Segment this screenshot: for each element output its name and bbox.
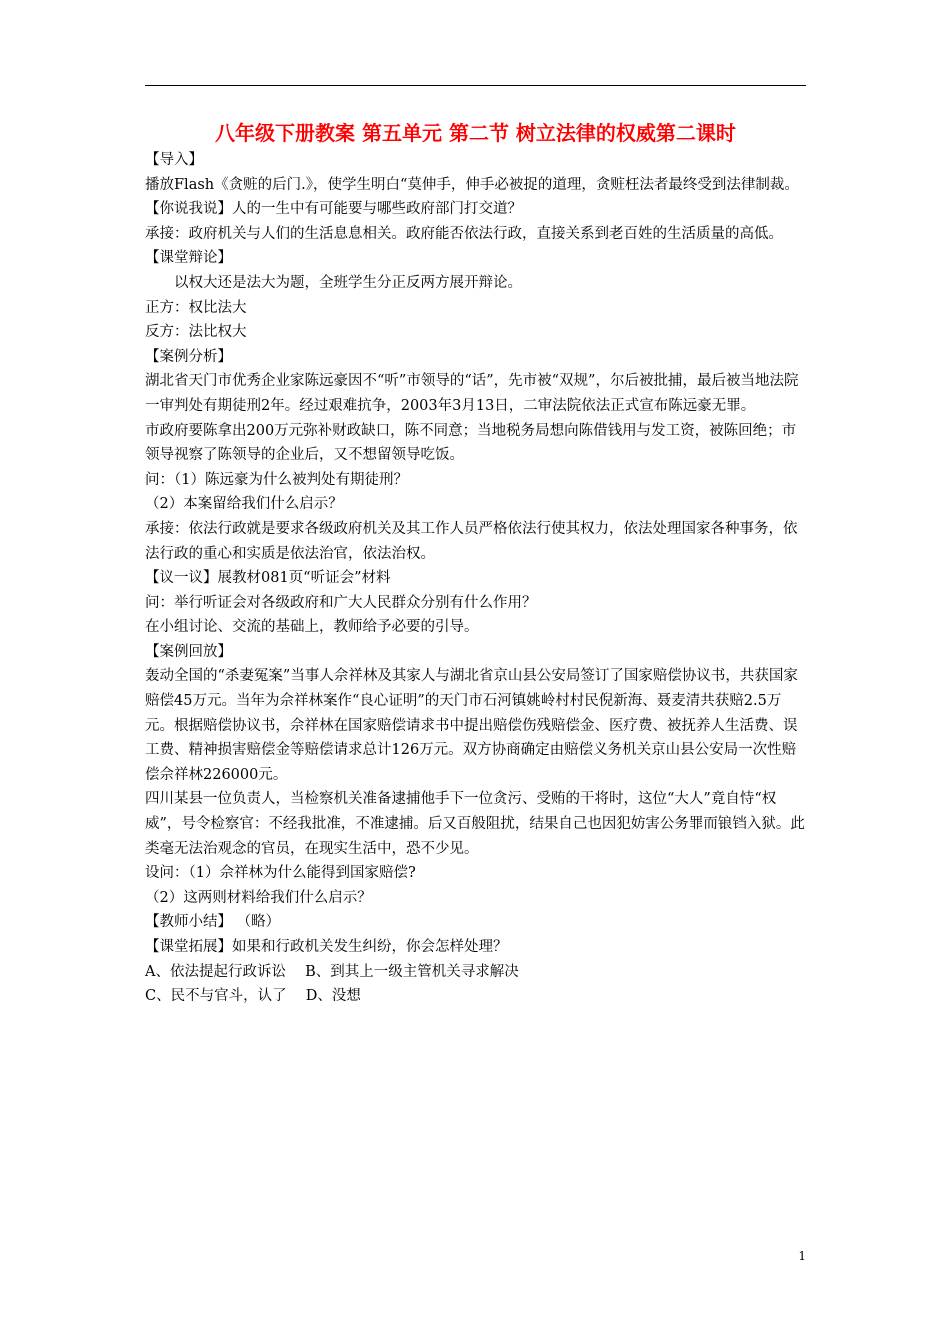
paragraph: 在小组讨论、交流的基础上，教师给予必要的引导。 xyxy=(145,619,479,636)
section-heading-case-analysis: 【案例分析】 xyxy=(145,348,232,365)
paragraph: 承接：政府机关与人们的生活息息相关。政府能否依法行政，直接关系到老百姓的生活质量的高低。 xyxy=(145,225,783,242)
section-heading-discussion: 【你说我说】人的一生中有可能要与哪些政府部门打交道？ xyxy=(145,201,522,218)
section-heading-case-review: 【案例回放】 xyxy=(145,643,232,660)
paragraph: 播放Flash《贪赃的后门.》，使学生明白“莫伸手，伸手必被捉的道理，贪赃枉法者最终受到法律制裁。 xyxy=(145,176,799,193)
question: （2）本案留给我们什么启示？ xyxy=(145,496,343,513)
section-heading-discuss: 【议一议】展教材081页“听证会”材料 xyxy=(145,570,391,587)
page-number: 1 xyxy=(798,1249,806,1263)
document-body xyxy=(145,148,809,1009)
question: 设问：（1）佘祥林为什么能得到国家赔偿? xyxy=(145,865,416,882)
section-heading-debate: 【课堂辩论】 xyxy=(145,250,232,267)
answer-option-row: C、民不与官斗，认了 D、没想 xyxy=(145,988,361,1005)
paragraph: 市政府要陈拿出200万元弥补财政缺口，陈不同意；当地税务局想向陈借钱用与发工资，被陈回绝；市领导视察了陈领导的企业后，又不想留领导吃饭。 xyxy=(145,422,797,464)
section-heading-intro: 【导入】 xyxy=(145,152,203,168)
paragraph: 反方：法比权大 xyxy=(145,324,247,341)
paragraph: 轰动全国的“杀妻冤案”当事人佘祥林及其家人与湖北省京山县公安局签订了国家赔偿协议书，共获国家赔偿45万元。当年为佘祥林案作“良心证明”的天门市石河镇姚岭村村民倪新海、聂麦清共获赔2.5万元。根据赔偿协议书，佘祥林在国家赔偿请求书中提出赔偿伤残赔偿金、医疗费、被抚养人生活费、误工费、精神损害赔偿金等赔偿请求总计126万元。双方协商确定由赔偿义务机关京山县公安局一次性赔偿佘祥林226000元。 xyxy=(145,668,798,783)
answer-option-row: A、依法提起行政诉讼 B、到其上一级主管机关寻求解决 xyxy=(145,963,519,980)
header-rule xyxy=(145,85,806,86)
question: 问：举行听证会对各级政府和广大人民群众分别有什么作用？ xyxy=(145,594,537,611)
document-title: 八年级下册教案 第五单元 第二节 树立法律的权威第二课时 xyxy=(215,121,736,145)
paragraph: 以权大还是法大为题，全班学生分正反两方展开辩论。 xyxy=(174,274,522,291)
section-heading-extension: 【课堂拓展】如果和行政机关发生纠纷，你会怎样处理？ xyxy=(145,939,508,955)
question: 问：（1）陈远豪为什么被判处有期徒刑？ xyxy=(145,471,408,488)
section-heading-summary: 【教师小结】 （略） xyxy=(145,914,281,931)
question: （2）这两则材料给我们什么启示？ xyxy=(145,889,372,906)
paragraph: 湖北省天门市优秀企业家陈远豪因不“听”市领导的“话”，先市被“双规”，尔后被批捕，最后被当地法院一审判处有期徒刑2年。经过艰难抗争，2003年3月13日，二审法院依法正式宣布陈远豪无罪。 xyxy=(145,373,799,414)
paragraph: 正方：权比法大 xyxy=(145,299,247,316)
paragraph: 承接：依法行政就是要求各级政府机关及其工作人员严格依法行使其权力，依法处理国家各种事务，依法行政的重心和实质是依法治官，依法治权。 xyxy=(145,520,798,562)
paragraph: 四川某县一位负责人，当检察机关准备逮捕他手下一位贪污、受贿的干将时，这位“大人”竟自恃“权威”，号令检察官：不经我批准，不准逮捕。后又百般阻扰，结果自己也因犯妨害公务罪而锒铛入狱。此类毫无法治观念的官员，在现实生活中，恐不少见。 xyxy=(145,791,805,857)
